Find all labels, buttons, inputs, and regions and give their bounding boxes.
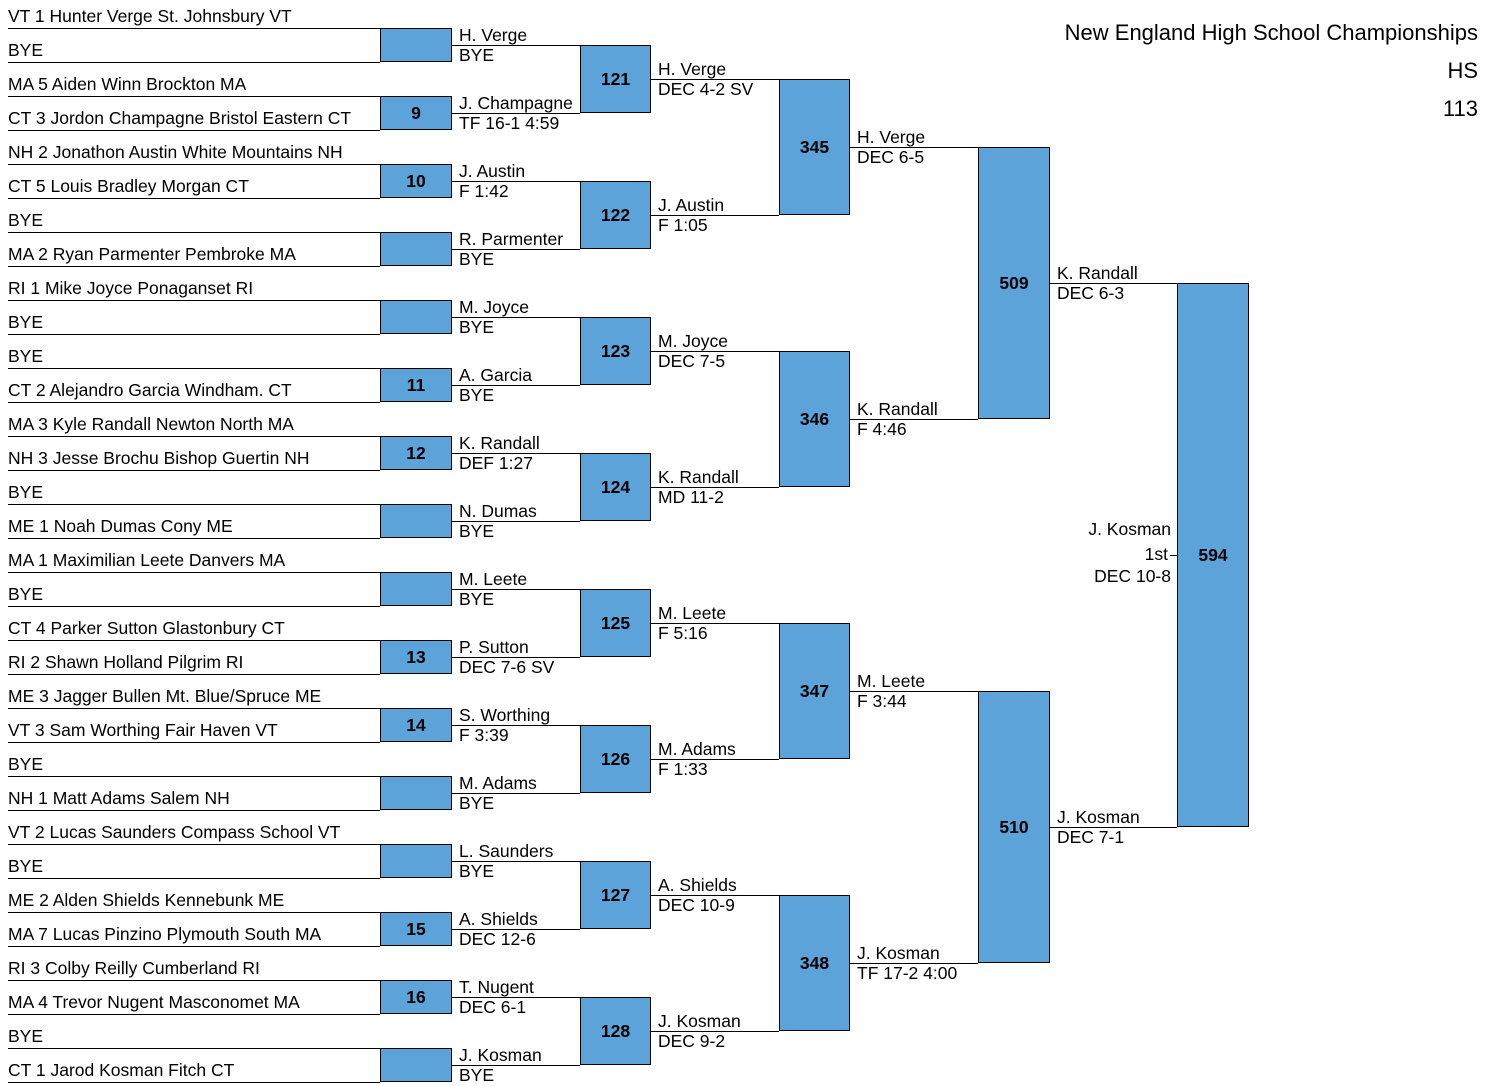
entrant-line bbox=[8, 776, 380, 777]
winner-name: M. Leete bbox=[857, 671, 926, 691]
winner-name: A. Garcia bbox=[459, 365, 532, 385]
entrant-name: BYE bbox=[8, 40, 44, 60]
match-result: TF 17-2 4:00 bbox=[857, 963, 958, 983]
bout-number: 128 bbox=[600, 1020, 631, 1041]
match-result: DEC 7-5 bbox=[658, 351, 726, 371]
bout-box[interactable] bbox=[779, 79, 850, 215]
entrant-line bbox=[8, 606, 380, 607]
bout-box[interactable] bbox=[580, 589, 651, 657]
winner-name: L. Saunders bbox=[459, 841, 554, 861]
winner-name: J. Kosman bbox=[857, 943, 940, 963]
entrant-line bbox=[8, 164, 380, 165]
entrant-line bbox=[8, 504, 380, 505]
entrant-line bbox=[8, 674, 380, 675]
entrant-line bbox=[8, 844, 380, 845]
bout-box[interactable] bbox=[380, 504, 452, 538]
match-result: TF 16-1 4:59 bbox=[459, 113, 560, 133]
match-result: BYE bbox=[459, 45, 495, 65]
bout-box[interactable] bbox=[380, 708, 452, 742]
winner-name: P. Sutton bbox=[459, 637, 529, 657]
entrant-line bbox=[8, 334, 380, 335]
entrant-line bbox=[8, 878, 380, 879]
bout-number: 509 bbox=[999, 272, 1029, 293]
entrant-line bbox=[8, 1048, 380, 1049]
entrant-name: MA 1 Maximilian Leete Danvers MA bbox=[8, 550, 286, 570]
bout-number: 9 bbox=[411, 102, 421, 123]
entrant-line bbox=[8, 96, 380, 97]
bout-number: 345 bbox=[799, 136, 830, 157]
entrant-line bbox=[8, 810, 380, 811]
bout-number: 14 bbox=[406, 714, 426, 735]
bout-box[interactable] bbox=[580, 997, 651, 1065]
match-result: DEC 10-9 bbox=[658, 895, 735, 915]
match-result: F 3:39 bbox=[459, 725, 509, 745]
match-result: F 3:44 bbox=[857, 691, 907, 711]
entrant-name: BYE bbox=[8, 856, 44, 876]
entrant-name: RI 1 Mike Joyce Ponaganset RI bbox=[8, 278, 254, 298]
bout-box[interactable] bbox=[380, 912, 452, 946]
bout-number: 347 bbox=[799, 680, 830, 701]
bout-number: 123 bbox=[600, 340, 631, 361]
winner-name: A. Shields bbox=[658, 875, 737, 895]
bout-box[interactable] bbox=[580, 725, 651, 793]
match-result: DEC 4-2 SV bbox=[658, 79, 754, 99]
winner-name: S. Worthing bbox=[459, 705, 551, 725]
bout-number: 13 bbox=[406, 646, 426, 667]
entrant-line bbox=[8, 640, 380, 641]
match-result: F 4:46 bbox=[857, 419, 907, 439]
bout-box[interactable] bbox=[580, 317, 651, 385]
winner-name: J. Kosman bbox=[1057, 807, 1140, 827]
bout-number: 121 bbox=[600, 68, 631, 89]
bout-number: 125 bbox=[600, 612, 631, 633]
winner-name: J. Champagne bbox=[459, 93, 573, 113]
bout-number: 10 bbox=[406, 170, 426, 191]
winner-name: J. Kosman bbox=[459, 1045, 542, 1065]
match-result: BYE bbox=[459, 861, 495, 881]
bout-number: 15 bbox=[406, 918, 426, 939]
championship-bout-box[interactable] bbox=[1177, 283, 1249, 827]
entrant-line bbox=[8, 538, 380, 539]
bout-box[interactable] bbox=[380, 368, 452, 402]
entrant-name: ME 3 Jagger Bullen Mt. Blue/Spruce ME bbox=[8, 686, 322, 706]
bout-box[interactable] bbox=[580, 45, 651, 113]
entrant-name: NH 2 Jonathon Austin White Mountains NH bbox=[8, 142, 343, 162]
entrant-line bbox=[8, 266, 380, 267]
match-result: BYE bbox=[459, 793, 495, 813]
winner-name: R. Parmenter bbox=[459, 229, 564, 249]
entrant-line bbox=[8, 198, 380, 199]
bout-box[interactable] bbox=[380, 572, 452, 606]
entrant-line bbox=[8, 436, 380, 437]
bout-box[interactable] bbox=[978, 691, 1050, 963]
match-result: BYE bbox=[459, 317, 495, 337]
entrant-name: MA 2 Ryan Parmenter Pembroke MA bbox=[8, 244, 296, 264]
entrant-line bbox=[8, 62, 380, 63]
winner-name: H. Verge bbox=[459, 25, 528, 45]
bout-number: 11 bbox=[406, 374, 426, 395]
bout-box[interactable] bbox=[779, 623, 850, 759]
entrant-line bbox=[8, 572, 380, 573]
entrant-name: BYE bbox=[8, 482, 44, 502]
entrant-name: VT 1 Hunter Verge St. Johnsbury VT bbox=[8, 6, 292, 26]
match-result: DEC 7-6 SV bbox=[459, 657, 555, 677]
winner-name: K. Randall bbox=[857, 399, 938, 419]
entrant-name: VT 2 Lucas Saunders Compass School VT bbox=[8, 822, 341, 842]
match-result: F 1:42 bbox=[459, 181, 509, 201]
champion-place: 1st bbox=[1144, 544, 1168, 564]
bout-box[interactable] bbox=[779, 351, 850, 487]
bout-number: 124 bbox=[600, 476, 631, 497]
match-result: DEC 6-3 bbox=[1057, 283, 1125, 303]
bout-box[interactable] bbox=[380, 1048, 452, 1082]
entrant-line bbox=[8, 742, 380, 743]
bout-box[interactable] bbox=[580, 181, 651, 249]
entrant-name: BYE bbox=[8, 584, 44, 604]
match-result: DEC 6-5 bbox=[857, 147, 925, 167]
bout-box[interactable] bbox=[380, 96, 452, 130]
entrant-name: CT 4 Parker Sutton Glastonbury CT bbox=[8, 618, 285, 638]
weight-class-label: 113 bbox=[1442, 96, 1478, 121]
match-result: DEF 1:27 bbox=[459, 453, 533, 473]
entrant-name: MA 7 Lucas Pinzino Plymouth South MA bbox=[8, 924, 322, 944]
entrant-name: BYE bbox=[8, 210, 44, 230]
division-label: HS bbox=[1447, 58, 1478, 83]
bout-box[interactable] bbox=[978, 147, 1050, 419]
tournament-title: New England High School Championships bbox=[1064, 20, 1478, 45]
winner-name: M. Leete bbox=[459, 569, 528, 589]
match-result: BYE bbox=[459, 521, 495, 541]
bout-box[interactable] bbox=[779, 895, 850, 1031]
entrant-name: CT 5 Louis Bradley Morgan CT bbox=[8, 176, 249, 196]
match-result: BYE bbox=[459, 385, 495, 405]
entrant-name: MA 3 Kyle Randall Newton North MA bbox=[8, 414, 294, 434]
match-result: BYE bbox=[459, 249, 495, 269]
entrant-line bbox=[8, 232, 380, 233]
bout-number: 16 bbox=[406, 986, 426, 1007]
bout-box[interactable] bbox=[380, 640, 452, 674]
entrant-name: BYE bbox=[8, 346, 44, 366]
winner-name: M. Adams bbox=[459, 773, 537, 793]
bout-box[interactable] bbox=[380, 844, 452, 878]
bout-box[interactable] bbox=[380, 436, 452, 470]
entrant-line bbox=[8, 470, 380, 471]
bout-number: 127 bbox=[600, 884, 631, 905]
champion-result: DEC 10-8 bbox=[1094, 566, 1171, 586]
entrant-line bbox=[8, 912, 380, 913]
entrant-line bbox=[8, 946, 380, 947]
entrant-name: MA 4 Trevor Nugent Masconomet MA bbox=[8, 992, 300, 1012]
bout-number: 346 bbox=[799, 408, 830, 429]
bout-number: 594 bbox=[1198, 544, 1228, 565]
entrant-name: NH 1 Matt Adams Salem NH bbox=[8, 788, 230, 808]
entrant-line bbox=[8, 708, 380, 709]
match-result: F 5:16 bbox=[658, 623, 708, 643]
entrant-name: CT 3 Jordon Champagne Bristol Eastern CT bbox=[8, 108, 352, 128]
bout-number: 126 bbox=[600, 748, 631, 769]
champion-name: J. Kosman bbox=[1088, 519, 1171, 539]
match-result: BYE bbox=[459, 1065, 495, 1085]
entrant-line bbox=[8, 300, 380, 301]
match-result: F 1:33 bbox=[658, 759, 708, 779]
winner-name: M. Joyce bbox=[658, 331, 729, 351]
winner-name: H. Verge bbox=[658, 59, 727, 79]
match-result: F 1:05 bbox=[658, 215, 708, 235]
bout-box[interactable] bbox=[580, 453, 651, 521]
entrant-line bbox=[8, 980, 380, 981]
bout-box[interactable] bbox=[380, 28, 452, 62]
entrant-name: CT 1 Jarod Kosman Fitch CT bbox=[8, 1060, 235, 1080]
entrant-name: BYE bbox=[8, 754, 44, 774]
bout-number: 510 bbox=[999, 816, 1029, 837]
bout-number: 348 bbox=[799, 952, 830, 973]
match-result: DEC 7-1 bbox=[1057, 827, 1125, 847]
entrant-name: BYE bbox=[8, 312, 44, 332]
winner-name: A. Shields bbox=[459, 909, 538, 929]
winner-name: M. Adams bbox=[658, 739, 736, 759]
bout-number: 122 bbox=[600, 204, 631, 225]
entrant-name: MA 5 Aiden Winn Brockton MA bbox=[8, 74, 247, 94]
entrant-name: RI 2 Shawn Holland Pilgrim RI bbox=[8, 652, 244, 672]
match-result: MD 11-2 bbox=[658, 487, 724, 507]
bout-number: 12 bbox=[406, 442, 426, 463]
winner-name: K. Randall bbox=[459, 433, 540, 453]
entrant-name: NH 3 Jesse Brochu Bishop Guertin NH bbox=[8, 448, 310, 468]
winner-name: T. Nugent bbox=[459, 977, 534, 997]
entrant-name: RI 3 Colby Reilly Cumberland RI bbox=[8, 958, 260, 978]
winner-name: K. Randall bbox=[1057, 263, 1138, 283]
entrant-name: CT 2 Alejandro Garcia Windham. CT bbox=[8, 380, 292, 400]
entrant-name: BYE bbox=[8, 1026, 44, 1046]
match-result: BYE bbox=[459, 589, 495, 609]
winner-name: M. Joyce bbox=[459, 297, 530, 317]
entrant-line bbox=[8, 1014, 380, 1015]
winner-name: H. Verge bbox=[857, 127, 926, 147]
entrant-line bbox=[8, 28, 380, 29]
winner-name: J. Kosman bbox=[658, 1011, 741, 1031]
match-result: DEC 9-2 bbox=[658, 1031, 726, 1051]
entrant-line bbox=[8, 130, 380, 131]
winner-name: N. Dumas bbox=[459, 501, 537, 521]
winner-name: M. Leete bbox=[658, 603, 727, 623]
bout-box[interactable] bbox=[380, 300, 452, 334]
winner-name: J. Austin bbox=[459, 161, 526, 181]
entrant-line bbox=[8, 1082, 380, 1083]
champion-tick bbox=[1170, 555, 1177, 556]
entrant-line bbox=[8, 402, 380, 403]
entrant-line bbox=[8, 368, 380, 369]
bout-box[interactable] bbox=[380, 776, 452, 810]
bout-box[interactable] bbox=[380, 980, 452, 1014]
bout-box[interactable] bbox=[380, 164, 452, 198]
match-result: DEC 12-6 bbox=[459, 929, 536, 949]
winner-name: K. Randall bbox=[658, 467, 739, 487]
winner-name: J. Austin bbox=[658, 195, 725, 215]
bout-box[interactable] bbox=[580, 861, 651, 929]
match-result: DEC 6-1 bbox=[459, 997, 527, 1017]
bout-box[interactable] bbox=[380, 232, 452, 266]
entrant-name: VT 3 Sam Worthing Fair Haven VT bbox=[8, 720, 278, 740]
entrant-name: ME 2 Alden Shields Kennebunk ME bbox=[8, 890, 285, 910]
entrant-name: ME 1 Noah Dumas Cony ME bbox=[8, 516, 233, 536]
